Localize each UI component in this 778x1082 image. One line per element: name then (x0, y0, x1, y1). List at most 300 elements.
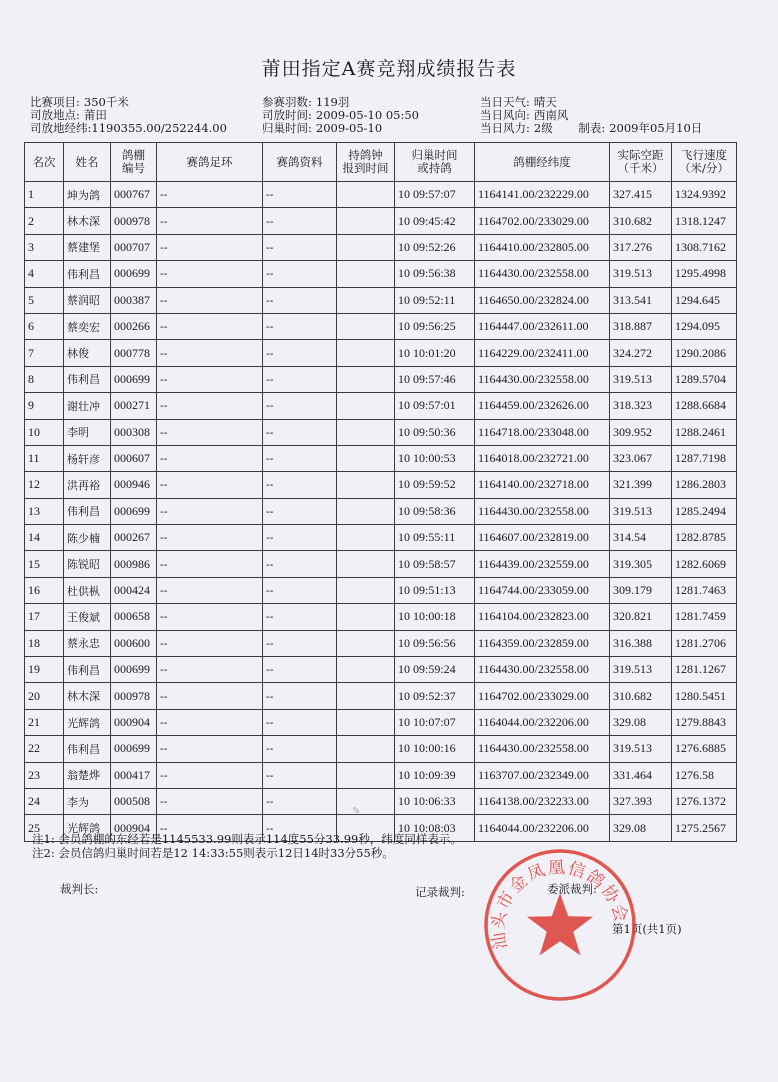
cell-clock-time (337, 313, 395, 339)
cell-name: 谢壮冲 (64, 393, 111, 419)
cell-rank: 1 (25, 182, 64, 208)
cell-coords: 1164702.00/233029.00 (475, 208, 610, 234)
cell-loft-number: 000387 (111, 287, 157, 313)
cell-loft-number: 000600 (111, 630, 157, 656)
cell-distance: 319.513 (610, 736, 672, 762)
cell-clock-time (337, 762, 395, 788)
header-name: 姓名 (64, 143, 111, 182)
cell-distance: 319.513 (610, 498, 672, 524)
cell-rank: 25 (25, 815, 64, 841)
table-row (25, 630, 737, 656)
cell-return-time: 10 09:56:56 (395, 630, 475, 656)
cell-rank: 5 (25, 287, 64, 313)
cell-clock-time (337, 287, 395, 313)
assigned-judge-label: 委派裁判: (547, 882, 597, 896)
table-row (25, 657, 737, 683)
table-row (25, 445, 737, 471)
cell-clock-time (337, 683, 395, 709)
cell-clock-time (337, 340, 395, 366)
cell-name: 坤为鸽 (64, 182, 111, 208)
cell-name: 杨轩彦 (64, 445, 111, 471)
cell-pigeon-info: -- (263, 604, 337, 630)
cell-ring: -- (157, 657, 263, 683)
table-row (25, 472, 737, 498)
cell-ring: -- (157, 287, 263, 313)
header-coords: 鸽棚经纬度 (475, 143, 610, 182)
cell-distance: 319.305 (610, 551, 672, 577)
cell-name: 翁楚烨 (64, 762, 111, 788)
cell-return-time: 10 09:52:37 (395, 683, 475, 709)
cell-return-time: 10 10:00:53 (395, 445, 475, 471)
cell-name: 伟利昌 (64, 657, 111, 683)
cell-distance: 321.399 (610, 472, 672, 498)
cell-ring: -- (157, 208, 263, 234)
cell-pigeon-info: -- (263, 525, 337, 551)
cell-return-time: 10 10:00:18 (395, 604, 475, 630)
cell-ring: -- (157, 525, 263, 551)
cell-clock-time (337, 366, 395, 392)
cell-rank: 13 (25, 498, 64, 524)
cell-distance: 309.179 (610, 577, 672, 603)
cell-coords: 1164044.00/232206.00 (475, 709, 610, 735)
cell-return-time: 10 09:51:13 (395, 577, 475, 603)
cell-speed: 1276.58 (672, 762, 737, 788)
cell-name: 光辉鸽 (64, 815, 111, 841)
cell-loft-number: 000904 (111, 709, 157, 735)
cell-speed: 1324.9392 (672, 182, 737, 208)
cell-speed: 1282.6069 (672, 551, 737, 577)
header-speed: 飞行速度 （米/分） (672, 143, 737, 182)
cell-loft-number: 000986 (111, 551, 157, 577)
cell-ring: -- (157, 261, 263, 287)
info-return-time: 归巢时间: 2009-05-10 (262, 121, 383, 135)
cell-rank: 2 (25, 208, 64, 234)
cell-name: 蔡润昭 (64, 287, 111, 313)
table-header-row (25, 143, 737, 182)
cell-speed: 1279.8843 (672, 709, 737, 735)
cell-distance: 310.682 (610, 683, 672, 709)
cell-loft-number: 000308 (111, 419, 157, 445)
header-rank: 名次 (25, 143, 64, 182)
cell-return-time: 10 09:50:36 (395, 419, 475, 445)
seal-text: 汕头市金凤凰信鸽协会 (488, 857, 632, 951)
cell-ring: -- (157, 604, 263, 630)
cell-clock-time (337, 736, 395, 762)
cell-coords: 1164430.00/232558.00 (475, 498, 610, 524)
cell-return-time: 10 09:57:01 (395, 393, 475, 419)
table-row (25, 340, 737, 366)
cell-speed: 1288.6684 (672, 393, 737, 419)
cell-rank: 21 (25, 709, 64, 735)
cell-coords: 1164229.00/232411.00 (475, 340, 610, 366)
cell-coords: 1163707.00/232349.00 (475, 762, 610, 788)
info-weather: 当日天气: 晴天 (480, 95, 557, 109)
cell-return-time: 10 09:56:25 (395, 313, 475, 339)
cell-clock-time (337, 419, 395, 445)
info-release-time: 司放时间: 2009-05-10 05:50 (262, 108, 419, 122)
cell-speed: 1318.1247 (672, 208, 737, 234)
cell-ring: -- (157, 393, 263, 419)
cell-coords: 1164439.00/232559.00 (475, 551, 610, 577)
cell-name: 李为 (64, 788, 111, 814)
cell-name: 伟利昌 (64, 366, 111, 392)
cell-loft-number: 000699 (111, 261, 157, 287)
cell-coords: 1164141.00/232229.00 (475, 182, 610, 208)
cell-pigeon-info: -- (263, 551, 337, 577)
cell-loft-number: 000904 (111, 815, 157, 841)
cell-loft-number: 000267 (111, 525, 157, 551)
cell-coords: 1164459.00/232626.00 (475, 393, 610, 419)
cell-return-time: 10 09:45:42 (395, 208, 475, 234)
cell-rank: 19 (25, 657, 64, 683)
cell-ring: -- (157, 577, 263, 603)
cell-ring: -- (157, 313, 263, 339)
table-row (25, 208, 737, 234)
table-row (25, 604, 737, 630)
info-release-coords: 司放地经纬:1190355.00/252244.00 (30, 121, 227, 135)
cell-rank: 4 (25, 261, 64, 287)
cell-clock-time (337, 657, 395, 683)
cell-ring: -- (157, 445, 263, 471)
cell-loft-number: 000266 (111, 313, 157, 339)
cell-distance: 310.682 (610, 208, 672, 234)
table-row (25, 287, 737, 313)
cell-pigeon-info: -- (263, 234, 337, 260)
cell-rank: 20 (25, 683, 64, 709)
table-row (25, 577, 737, 603)
cell-loft-number: 000417 (111, 762, 157, 788)
report-title: 莆田指定A赛竞翔成绩报告表 (261, 58, 517, 80)
cell-speed: 1280.5451 (672, 683, 737, 709)
cell-rank: 22 (25, 736, 64, 762)
cell-pigeon-info: -- (263, 472, 337, 498)
cell-return-time: 10 10:01:20 (395, 340, 475, 366)
notes-block (32, 832, 462, 860)
cell-clock-time (337, 498, 395, 524)
cell-return-time: 10 10:09:39 (395, 762, 475, 788)
cell-pigeon-info: -- (263, 182, 337, 208)
header-ring: 赛鸽足环 (157, 143, 263, 182)
cell-rank: 24 (25, 788, 64, 814)
cell-clock-time (337, 234, 395, 260)
header-pigeon-info: 赛鸽资料 (263, 143, 337, 182)
pencil-mark: ✎ (352, 806, 361, 817)
cell-loft-number: 000699 (111, 657, 157, 683)
table-row (25, 551, 737, 577)
cell-pigeon-info: -- (263, 366, 337, 392)
cell-speed: 1285.2494 (672, 498, 737, 524)
made-date: 2009年05月10日 (609, 121, 703, 135)
cell-rank: 3 (25, 234, 64, 260)
cell-return-time: 10 09:58:36 (395, 498, 475, 524)
table-row (25, 762, 737, 788)
cell-name: 林木深 (64, 208, 111, 234)
table-body (25, 182, 737, 842)
cell-clock-time (337, 551, 395, 577)
cell-speed: 1276.1372 (672, 788, 737, 814)
cell-ring: -- (157, 498, 263, 524)
cell-clock-time (337, 261, 395, 287)
cell-return-time: 10 09:55:11 (395, 525, 475, 551)
cell-distance: 319.513 (610, 261, 672, 287)
info-wind-power: 当日风力: 2级 制表: 2009年05月10日 (480, 121, 703, 135)
info-wind-direction: 当日风向: 西南风 (480, 108, 569, 122)
cell-rank: 23 (25, 762, 64, 788)
cell-coords: 1164044.00/232206.00 (475, 815, 610, 841)
table-row (25, 788, 737, 814)
cell-clock-time (337, 472, 395, 498)
cell-speed: 1281.2706 (672, 630, 737, 656)
table-row (25, 261, 737, 287)
cell-clock-time (337, 208, 395, 234)
cell-clock-time (337, 709, 395, 735)
cell-coords: 1164359.00/232859.00 (475, 630, 610, 656)
cell-coords: 1164607.00/232819.00 (475, 525, 610, 551)
info-race-item: 比赛项目: 350千米 (30, 95, 129, 109)
cell-return-time: 10 09:59:24 (395, 657, 475, 683)
cell-distance: 318.323 (610, 393, 672, 419)
table-row (25, 736, 737, 762)
cell-loft-number: 000699 (111, 366, 157, 392)
cell-coords: 1164140.00/232718.00 (475, 472, 610, 498)
cell-coords: 1164430.00/232558.00 (475, 736, 610, 762)
cell-rank: 14 (25, 525, 64, 551)
cell-distance: 327.393 (610, 788, 672, 814)
cell-speed: 1289.5704 (672, 366, 737, 392)
cell-pigeon-info: -- (263, 340, 337, 366)
header-loft-number: 鸽棚 编号 (111, 143, 157, 182)
table-row (25, 366, 737, 392)
cell-loft-number: 000978 (111, 683, 157, 709)
cell-distance: 309.952 (610, 419, 672, 445)
cell-loft-number: 000707 (111, 234, 157, 260)
cell-speed: 1276.6885 (672, 736, 737, 762)
cell-coords: 1164430.00/232558.00 (475, 657, 610, 683)
cell-clock-time (337, 604, 395, 630)
cell-distance: 324.272 (610, 340, 672, 366)
cell-pigeon-info: -- (263, 815, 337, 841)
cell-rank: 6 (25, 313, 64, 339)
cell-pigeon-info: -- (263, 630, 337, 656)
record-judge-label: 记录裁判: (415, 885, 465, 899)
cell-coords: 1164104.00/232823.00 (475, 604, 610, 630)
table-row (25, 709, 737, 735)
note-1: 注1: 会员鸽棚的东经若是1145533.99则表示114度55分33.99秒，纬度同样表示。 (32, 832, 462, 846)
cell-name: 蔡建堡 (64, 234, 111, 260)
results-table (24, 142, 737, 842)
cell-pigeon-info: -- (263, 445, 337, 471)
cell-loft-number: 000607 (111, 445, 157, 471)
info-release-place: 司放地点: 莆田 (30, 108, 107, 122)
cell-ring: -- (157, 736, 263, 762)
cell-distance: 329.08 (610, 815, 672, 841)
cell-distance: 323.067 (610, 445, 672, 471)
cell-loft-number: 000424 (111, 577, 157, 603)
cell-return-time: 10 10:07:07 (395, 709, 475, 735)
table-row (25, 683, 737, 709)
cell-return-time: 10 10:00:16 (395, 736, 475, 762)
cell-name: 王俊斌 (64, 604, 111, 630)
page-indicator: 第1页(共1页) (612, 922, 682, 936)
cell-rank: 8 (25, 366, 64, 392)
cell-clock-time (337, 393, 395, 419)
cell-pigeon-info: -- (263, 709, 337, 735)
cell-distance: 313.541 (610, 287, 672, 313)
cell-return-time: 10 09:52:26 (395, 234, 475, 260)
cell-distance: 316.388 (610, 630, 672, 656)
cell-distance: 327.415 (610, 182, 672, 208)
header-clock-time: 持鸽钟 报到时间 (337, 143, 395, 182)
cell-coords: 1164430.00/232558.00 (475, 261, 610, 287)
cell-ring: -- (157, 551, 263, 577)
cell-loft-number: 000508 (111, 788, 157, 814)
cell-ring: -- (157, 419, 263, 445)
info-participants: 参赛羽数: 119羽 (262, 95, 350, 109)
cell-rank: 10 (25, 419, 64, 445)
cell-ring: -- (157, 472, 263, 498)
cell-name: 蔡永忠 (64, 630, 111, 656)
cell-coords: 1164138.00/232233.00 (475, 788, 610, 814)
cell-speed: 1275.2567 (672, 815, 737, 841)
cell-distance: 329.08 (610, 709, 672, 735)
cell-ring: -- (157, 340, 263, 366)
cell-coords: 1164447.00/232611.00 (475, 313, 610, 339)
cell-clock-time (337, 788, 395, 814)
table-row (25, 182, 737, 208)
cell-speed: 1294.645 (672, 287, 737, 313)
cell-rank: 17 (25, 604, 64, 630)
cell-loft-number: 000699 (111, 736, 157, 762)
cell-loft-number: 000767 (111, 182, 157, 208)
cell-rank: 12 (25, 472, 64, 498)
cell-pigeon-info: -- (263, 208, 337, 234)
cell-return-time: 10 09:57:46 (395, 366, 475, 392)
table-row (25, 313, 737, 339)
cell-speed: 1282.8785 (672, 525, 737, 551)
cell-return-time: 10 10:08:03 (395, 815, 475, 841)
cell-loft-number: 000658 (111, 604, 157, 630)
cell-ring: -- (157, 788, 263, 814)
cell-name: 伟利昌 (64, 261, 111, 287)
cell-loft-number: 000778 (111, 340, 157, 366)
official-seal (480, 845, 640, 1005)
cell-return-time: 10 09:58:57 (395, 551, 475, 577)
cell-speed: 1281.1267 (672, 657, 737, 683)
cell-pigeon-info: -- (263, 287, 337, 313)
cell-ring: -- (157, 630, 263, 656)
header-distance: 实际空距 （千米） (610, 143, 672, 182)
header-return-time: 归巢时间 或持鸽 (395, 143, 475, 182)
cell-pigeon-info: -- (263, 788, 337, 814)
cell-pigeon-info: -- (263, 419, 337, 445)
cell-rank: 11 (25, 445, 64, 471)
cell-name: 杜供枞 (64, 577, 111, 603)
cell-loft-number: 000978 (111, 208, 157, 234)
cell-speed: 1294.095 (672, 313, 737, 339)
cell-rank: 18 (25, 630, 64, 656)
cell-rank: 7 (25, 340, 64, 366)
cell-ring: -- (157, 762, 263, 788)
cell-name: 李明 (64, 419, 111, 445)
chief-judge-label: 裁判长: (60, 882, 99, 896)
table-row (25, 419, 737, 445)
cell-speed: 1288.2461 (672, 419, 737, 445)
table-row (25, 393, 737, 419)
cell-pigeon-info: -- (263, 683, 337, 709)
cell-distance: 331.464 (610, 762, 672, 788)
cell-ring: -- (157, 234, 263, 260)
cell-pigeon-info: -- (263, 313, 337, 339)
cell-coords: 1164410.00/232805.00 (475, 234, 610, 260)
cell-clock-time (337, 577, 395, 603)
cell-ring: -- (157, 366, 263, 392)
cell-pigeon-info: -- (263, 657, 337, 683)
cell-speed: 1290.2086 (672, 340, 737, 366)
cell-distance: 318.887 (610, 313, 672, 339)
cell-coords: 1164702.00/233029.00 (475, 683, 610, 709)
cell-speed: 1281.7463 (672, 577, 737, 603)
cell-pigeon-info: -- (263, 498, 337, 524)
cell-ring: -- (157, 182, 263, 208)
cell-loft-number: 000699 (111, 498, 157, 524)
cell-pigeon-info: -- (263, 736, 337, 762)
cell-coords: 1164018.00/232721.00 (475, 445, 610, 471)
star-icon (527, 893, 593, 955)
cell-coords: 1164718.00/233048.00 (475, 419, 610, 445)
cell-return-time: 10 10:06:33 (395, 788, 475, 814)
note-2: 注2: 会员信鸽归巢时间若是12 14:33:55则表示12日14时33分55秒。 (32, 846, 394, 860)
cell-speed: 1281.7459 (672, 604, 737, 630)
cell-pigeon-info: -- (263, 261, 337, 287)
cell-loft-number: 000946 (111, 472, 157, 498)
made-label: 制表: (578, 121, 606, 135)
cell-distance: 314.54 (610, 525, 672, 551)
cell-speed: 1286.2803 (672, 472, 737, 498)
cell-rank: 9 (25, 393, 64, 419)
cell-name: 陈少楠 (64, 525, 111, 551)
cell-name: 林木深 (64, 683, 111, 709)
cell-rank: 15 (25, 551, 64, 577)
cell-speed: 1295.4998 (672, 261, 737, 287)
cell-ring: -- (157, 709, 263, 735)
cell-pigeon-info: -- (263, 577, 337, 603)
cell-name: 洪再裕 (64, 472, 111, 498)
cell-distance: 319.513 (610, 657, 672, 683)
cell-coords: 1164430.00/232558.00 (475, 366, 610, 392)
cell-distance: 320.821 (610, 604, 672, 630)
cell-distance: 317.276 (610, 234, 672, 260)
cell-clock-time (337, 182, 395, 208)
cell-name: 伟利昌 (64, 498, 111, 524)
cell-name: 光辉鸽 (64, 709, 111, 735)
cell-pigeon-info: -- (263, 762, 337, 788)
cell-coords: 1164650.00/232824.00 (475, 287, 610, 313)
cell-ring: -- (157, 683, 263, 709)
cell-clock-time (337, 445, 395, 471)
cell-loft-number: 000271 (111, 393, 157, 419)
cell-name: 陈锐昭 (64, 551, 111, 577)
cell-name: 林俊 (64, 340, 111, 366)
cell-return-time: 10 09:57:07 (395, 182, 475, 208)
cell-distance: 319.513 (610, 366, 672, 392)
cell-return-time: 10 09:56:38 (395, 261, 475, 287)
table-row (25, 498, 737, 524)
cell-pigeon-info: -- (263, 393, 337, 419)
cell-name: 蔡奕宏 (64, 313, 111, 339)
table-row (25, 525, 737, 551)
cell-return-time: 10 09:59:52 (395, 472, 475, 498)
cell-return-time: 10 09:52:11 (395, 287, 475, 313)
